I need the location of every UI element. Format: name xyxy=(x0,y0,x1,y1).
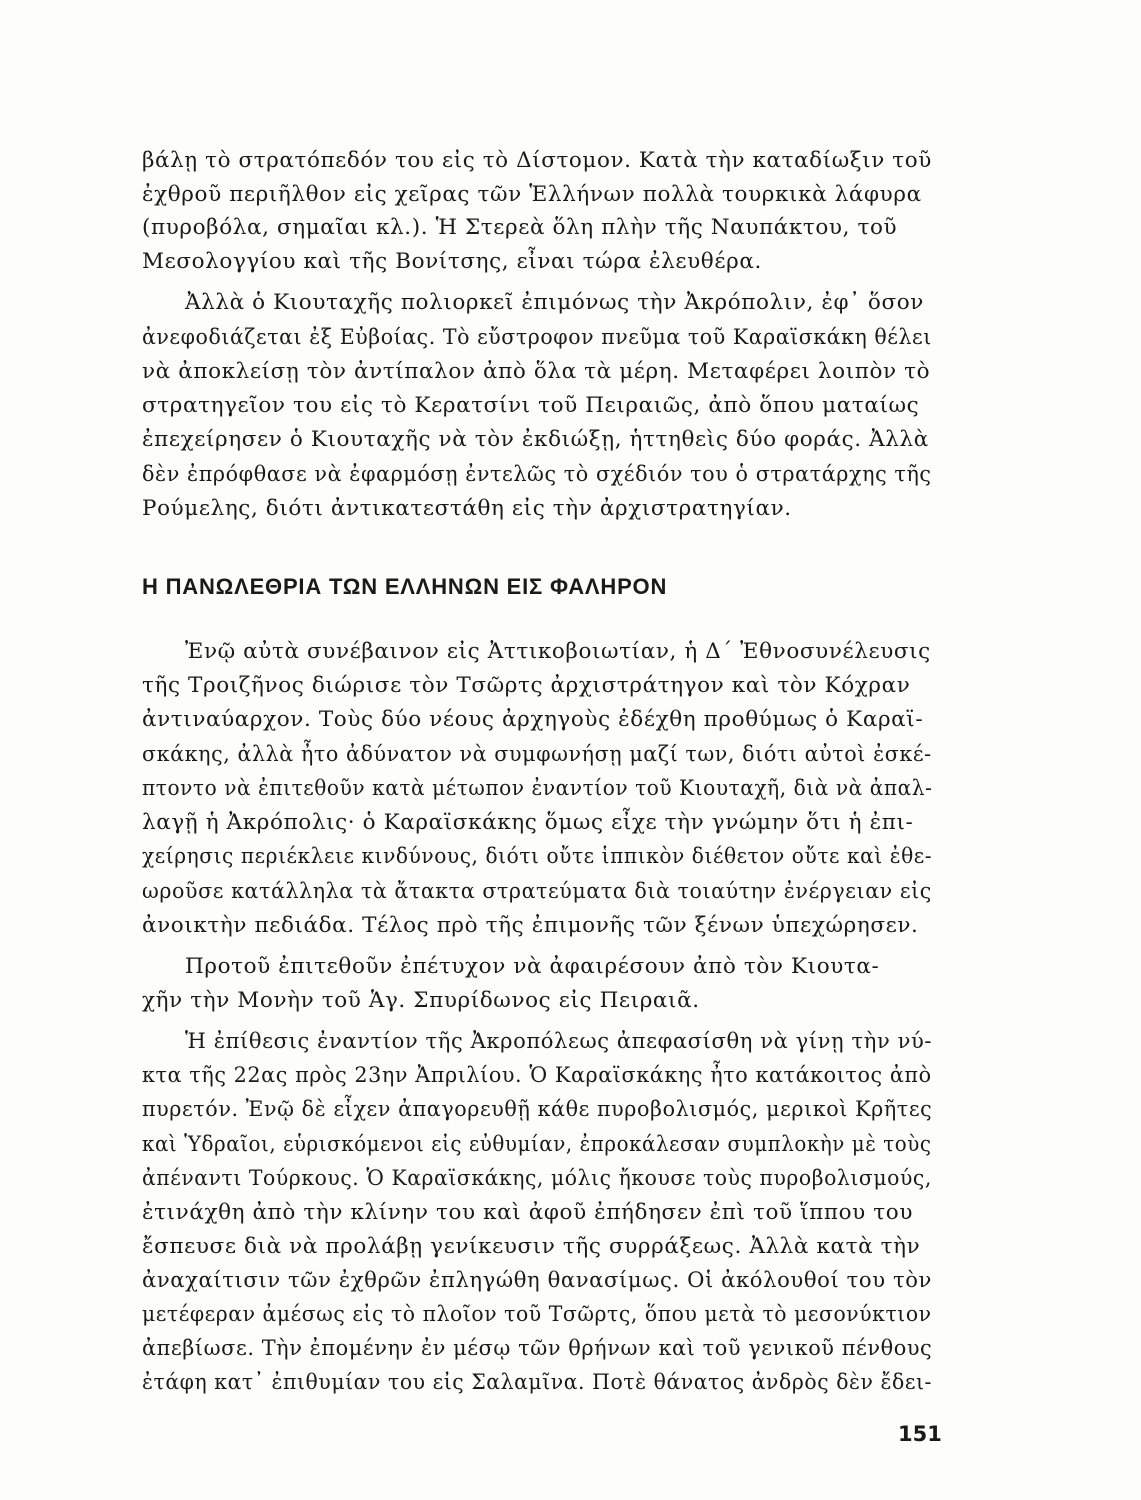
text-line: Ἀλλὰ ὁ Κιουταχῆς πολιορκεῖ ἐπιμόνως τὴν Ἀκρόπολιν, ἐφ᾽ ὅσον xyxy=(185,290,924,315)
text-line: δὲν ἐπρόφθασε νὰ ἐφαρμόσῃ ἐντελῶς τὸ σχέδιόν του ὁ στρατάρχης τῆς xyxy=(142,462,932,487)
text-line: ἐτάφη κατ᾽ ἐπιθυμίαν του εἰς Σαλαμῖνα. Ποτὲ θάνατος ἀνδρὸς δὲν ἔδει- xyxy=(142,1370,932,1395)
text-line: ἀπέναντι Τούρκους. Ὁ Καραϊσκάκης, μόλις ἤκουσε τοὺς πυροβολισμούς, xyxy=(142,1166,932,1191)
section-heading: Η ΠΑΝΩΛΕΘΡΙΑ ΤΩΝ ΕΛΛΗΝΩΝ ΕΙΣ ΦΑΛΗΡΟΝ xyxy=(142,574,668,599)
text-line: πτοντο νὰ ἐπιτεθοῦν κατὰ μέτωπον ἐναντίον τοῦ Κιουταχῆ, διὰ νὰ ἀπαλ- xyxy=(142,776,933,801)
text-line: ἐχθροῦ περιῆλθον εἰς χεῖρας τῶν Ἑλλήνων πολλὰ τουρκικὰ λάφυρα xyxy=(142,182,922,207)
text-line: νὰ ἀποκλείσῃ τὸν ἀντίπαλον ἀπὸ ὅλα τὰ μέρη. Μεταφέρει λοιπὸν τὸ xyxy=(142,359,931,384)
text-line: ἐτινάχθη ἀπὸ τὴν κλίνην του καὶ ἀφοῦ ἐπήδησεν ἐπὶ τοῦ ἵππου του xyxy=(142,1200,913,1225)
text-line: ἀντιναύαρχον. Τοὺς δύο νέους ἀρχηγοὺς ἐδέχθη προθύμως ὁ Καραϊ- xyxy=(142,707,924,732)
page-number: 151 xyxy=(898,1422,942,1446)
text-line: ἀναχαίτισιν τῶν ἐχθρῶν ἐπληγώθη θανασίμως. Οἱ ἀκόλουθοί του τὸν xyxy=(142,1268,932,1293)
text-line: χῆν τὴν Μονὴν τοῦ Ἁγ. Σπυρίδωνος εἰς Πειραιᾶ. xyxy=(142,988,700,1013)
text-line: ἔσπευσε διὰ νὰ προλάβῃ γενίκευσιν τῆς συρράξεως. Ἀλλὰ κατὰ τὴν xyxy=(142,1234,921,1259)
text-line: λαγῇ ἡ Ἀκρόπολις· ὁ Καραϊσκάκης ὅμως εἶχε τὴν γνώμην ὅτι ἡ ἐπι- xyxy=(142,810,914,835)
text-line: ἐπεχείρησεν ὁ Κιουταχῆς νὰ τὸν ἐκδιώξῃ, ἡττηθεὶς δύο φοράς. Ἀλλὰ xyxy=(142,427,929,452)
text-line: Ρούμελης, διότι ἀντικατεστάθη εἰς τὴν ἀρχιστρατηγίαν. xyxy=(142,496,792,521)
text-line: Προτοῦ ἐπιτεθοῦν ἐπέτυχον νὰ ἀφαιρέσουν ἀπὸ τὸν Κιουτα- xyxy=(185,954,880,979)
text-line: (πυροβόλα, σημαῖαι κλ.). Ἡ Στερεὰ ὅλη πλὴν τῆς Ναυπάκτου, τοῦ xyxy=(142,215,898,240)
text-line: Μεσολογγίου καὶ τῆς Βονίτσης, εἶναι τώρα ἐλευθέρα. xyxy=(142,249,762,274)
text-line: στρατηγεῖον του εἰς τὸ Κερατσίνι τοῦ Πειραιῶς, ἀπὸ ὅπου ματαίως xyxy=(142,393,920,418)
text-line: κτα τῆς 22ας πρὸς 23ην Ἀπριλίου. Ὁ Καραϊσκάκης ἦτο κατάκοιτος ἀπὸ xyxy=(142,1063,932,1088)
text-line: Ἐνῷ αὐτὰ συνέβαινον εἰς Ἀττικοβοιωτίαν, ἡ Δ΄ Ἐθνοσυνέλευσις xyxy=(185,639,931,664)
text-line: ἀνεφοδιάζεται ἐξ Εὐβοίας. Τὸ εὔστροφον πνεῦμα τοῦ Καραϊσκάκη θέλει xyxy=(142,325,932,350)
text-line: βάλῃ τὸ στρατόπεδόν του εἰς τὸ Δίστομον. Κατὰ τὴν καταδίωξιν τοῦ xyxy=(142,148,932,173)
text-line: ωροῦσε κατάλληλα τὰ ἄτακτα στρατεύματα διὰ τοιαύτην ἐνέργειαν εἰς xyxy=(142,879,932,904)
text-line: καὶ Ὑδραῖοι, εὑρισκόμενοι εἰς εὐθυμίαν, ἐπροκάλεσαν συμπλοκὴν μὲ τοὺς xyxy=(142,1132,932,1157)
text-line: τῆς Τροιζῆνος διώρισε τὸν Τσῶρτς ἀρχιστράτηγον καὶ τὸν Κόχραν xyxy=(142,673,911,698)
text-line: χείρησις περιέκλειε κινδύνους, διότι οὔτε ἱππικὸν διέθετον οὔτε καὶ ἐθε- xyxy=(142,844,933,869)
text-line: ἀνοικτὴν πεδιάδα. Τέλος πρὸ τῆς ἐπιμονῆς τῶν ξένων ὑπεχώρησεν. xyxy=(142,913,919,938)
text-line: σκάκης, ἀλλὰ ἦτο ἀδύνατον νὰ συμφωνήσῃ μαζί των, διότι αὐτοὶ ἐσκέ- xyxy=(142,742,932,767)
text-line: Ἡ ἐπίθεσις ἐναντίον τῆς Ἀκροπόλεως ἀπεφασίσθη νὰ γίνῃ τὴν νύ- xyxy=(185,1029,933,1054)
text-line: ἀπεβίωσε. Τὴν ἐπομένην ἐν μέσῳ τῶν θρήνων καὶ τοῦ γενικοῦ πένθους xyxy=(142,1336,933,1361)
text-line: πυρετόν. Ἐνῷ δὲ εἶχεν ἀπαγορευθῇ κάθε πυροβολισμός, μερικοὶ Κρῆτες xyxy=(142,1097,933,1122)
text-line: μετέφεραν ἀμέσως εἰς τὸ πλοῖον τοῦ Τσῶρτς, ὅπου μετὰ τὸ μεσονύκτιον xyxy=(142,1302,932,1327)
